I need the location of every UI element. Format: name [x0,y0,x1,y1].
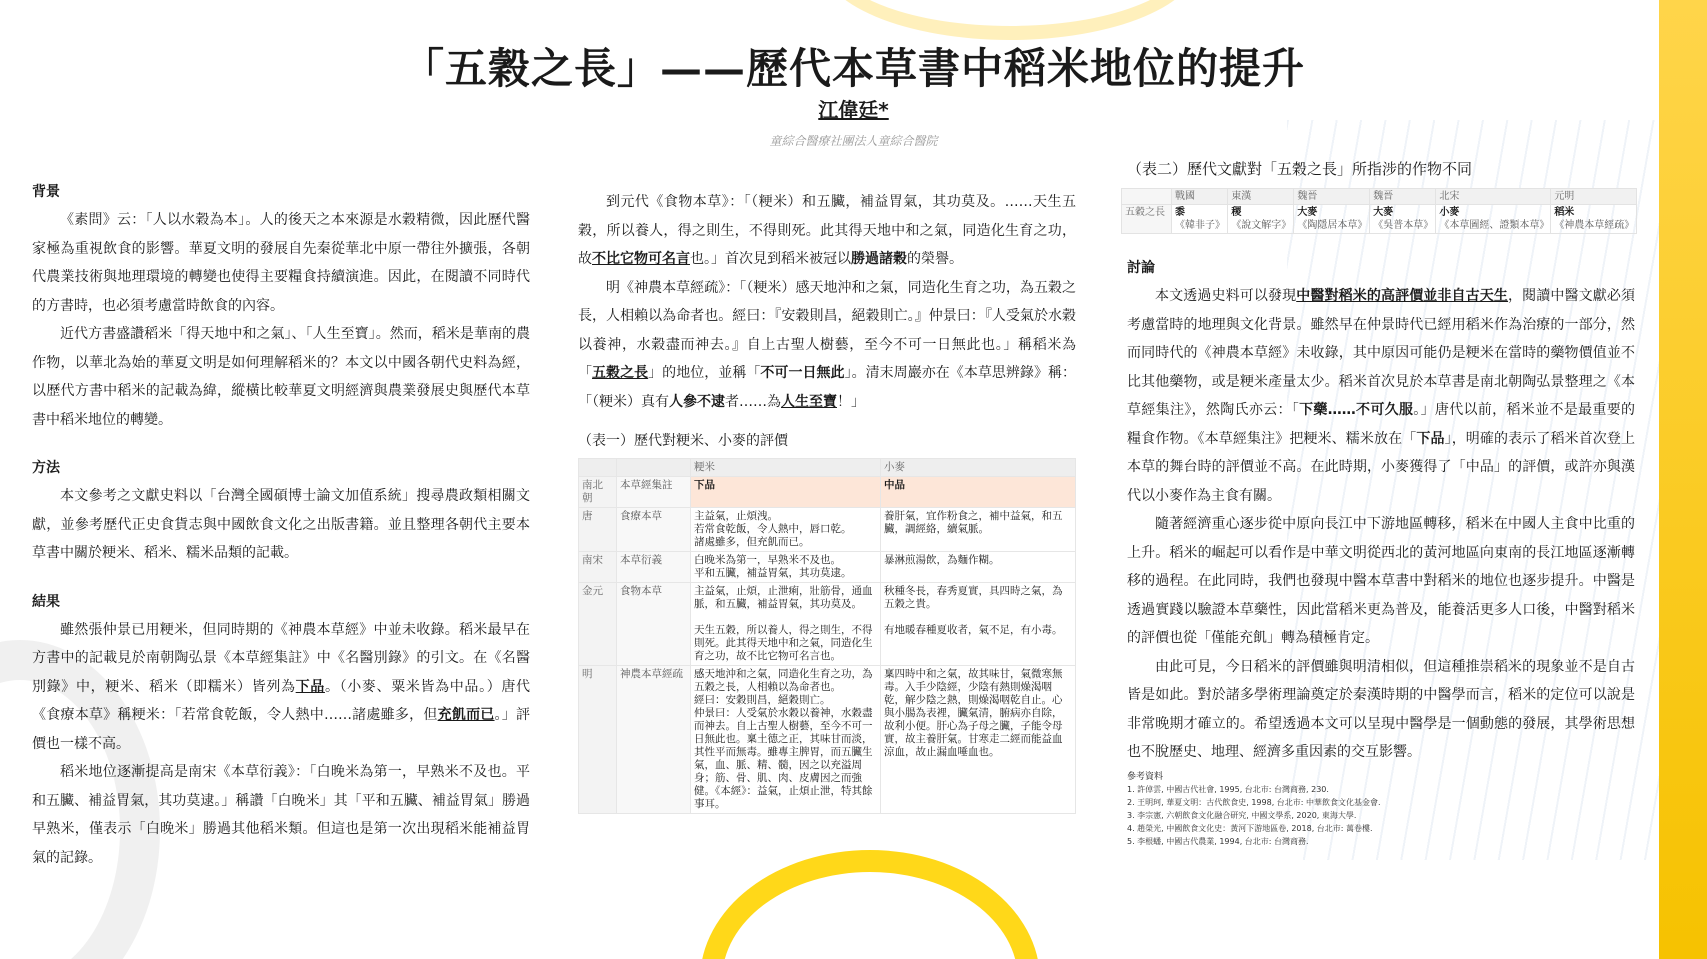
table2-caption: （表二）歷代文獻對「五穀之長」所指涉的作物不同 [1127,160,1473,178]
table1-book-cell: 本草經集註 [617,477,691,508]
table2-era-header: 魏晉 [1294,189,1370,205]
method-paragraph: 本文參考之文獻史料以「台灣全國碩博士論文加值系統」搜尋農政類相關文獻，並參考歷代正史食貨志與中國飲食文化之出版書籍。並且整理各朝代主要本草書中關於粳米、稻米、糯米品類的記載。 [32,488,530,561]
table1-dynasty-cell: 明 [579,666,617,814]
table1-header-cell [617,459,691,477]
reference-item: 3. 李宗憲, 六朝飲食文化融合研究, 中國文學系, 2020, 東海大學. [1127,810,1357,820]
background-paragraph-1: 《素問》云：「人以水穀為本」。人的後天之本來源是水穀精微，因此歷代醫家極為重視飲食的影響。華夏文明的發展自先秦從華北中原一帶往外擴張，各朝代農業技術與地理環境的轉變也使得主要糧食持續演進。因此，在閱讀不同時代的方書時，也必須考慮當時飲食的內容。 [32,212,530,314]
table1-wheat-cell: 養肝氣，宜作粉食之，補中益氣，和五臟，調經絡，續氣脈。 [881,508,1076,552]
table2-header-row [1122,189,1637,205]
background-paragraph-2: 近代方書盛讚稻米「得天地中和之氣」、「人生至寶」。然而，稻米是華南的農作物，以華北為始的華夏文明是如何理解稻米的？本文以中國各朝代史料為經，以歷代方書中稻米的記載為緯，縱橫比較華夏文明經濟與農業發展史與歷代本草書中稻米地位的轉變。 [32,326,530,428]
reference-item: 4. 趙榮光, 中國飲食文化史：黃河下游地區卷, 2018, 台北市: 萬卷樓. [1127,823,1373,833]
table1-rice-cell: 感天地沖和之氣，同造化生育之功，為五穀之長，人相賴以為命者也。 經曰：安穀則昌，絕穀則亡。 仲景曰：人受氣於水穀以養神，水穀盡而神去。自上古聖人樹藝，至今不可一日無此也。稟土德之正，其味甘而淡，其性平而無毒。雖專主脾胃，而五臟生氣，血、脈、精、髓，因之以充溢周身；筋、骨、肌、肉、皮膚因之而強健。《本經》：益氣，止煩止泄，特其餘事耳。 [691,666,881,814]
table1-rice-cell: 主益氣，止煩，止泄痢，壯筋骨，通血脈，和五臟，補益胃氣，其功莫及。 天生五穀，所以養人，得之則生，不得則死。此其得天地中和之氣，同造化生育之功，故不比它物可名言也。 [691,583,881,666]
table1-book-cell: 食物本草 [617,583,691,666]
result-paragraph-2: 稻米地位逐漸提高是南宋《本草衍義》：「白晚米為第一，早熟米不及也。平和五臟、補益胃氣，其功莫逮。」稱讚「白晚米」其「平和五臟、補益胃氣」勝過早熟米，僅表示「白晚米」勝過其他稻米類。但這也是第一次出現稻米能補益胃氣的記錄。 [32,764,530,866]
table1-header-row [579,459,1076,477]
table1-header-cell: 粳米 [691,459,881,477]
table2-crop-cell [1436,205,1551,234]
table2-corner-cell [1122,189,1172,205]
column-middle [578,188,1076,814]
table2-era-header: 北宋 [1436,189,1551,205]
table2-source-text: 《說文解字》 [1231,220,1292,231]
reference-item: 5. 李根蟠, 中國古代農業, 1994, 台北市: 台灣商務. [1127,836,1309,846]
discussion-paragraph-1: 本文透過史料可以發現中醫對稻米的高評價並非自古天生，閱讀中醫文獻必須考慮當時的地理與文化背景。雖然早在仲景時代已經用稻米作為治療的一部分，然而同時代的《神農本草經》未收錄，其中原因可能仍是粳米在當時的藥物價值並不比其他藥物，或是粳米產量太少。稻米首次見於本草書是南北朝陶弘景整理之《本草經集注》，然陶氏亦云：「下藥……不可久服。」唐代以前，稻米並不是最重要的糧食作物。《本草經集注》把粳米、糯米放在「下品」，明確的表示了稻米首次登上本草的舞台時的評價並不高。在此時期，小麥獲得了「中品」的評價，或許亦與漢代以小麥作為主食有關。 [1127,288,1636,504]
reference-item: 2. 王明珂, 華夏文明：古代飲食史, 1998, 台北市: 中華飲食文化基金會. [1127,797,1381,807]
table2-grain-chief-crops [1121,188,1637,234]
table1-row [579,666,1076,814]
table2-data-row [1122,205,1637,234]
column-right [1127,158,1635,848]
table2-crop-cell [1370,205,1436,234]
result-heading: 結果 [32,593,60,610]
references-list [1127,783,1635,848]
table1-row [579,508,1076,552]
discussion-heading: 討論 [1127,260,1155,276]
table2-crop-name: 稷 [1231,207,1242,218]
table1-book-cell: 本草衍義 [617,552,691,583]
table1-row [579,552,1076,583]
table1-wheat-cell: 秋種冬長，春秀夏實，具四時之氣，為五穀之貴。 有地暖春種夏收者，氣不足，有小毒。 [881,583,1076,666]
table1-caption: （表一）歷代對粳米、小麥的評價 [578,433,788,449]
bottom-ring-decoration [700,850,1040,959]
background-heading: 背景 [32,184,60,200]
table2-crop-name: 稻米 [1554,207,1575,218]
table2-crop-cell [1551,205,1637,234]
table1-dynasty-cell: 南北朝 [579,477,617,508]
discussion-paragraph-3: 由此可見，今日稻米的評價雖與明清相似，但這種推崇稻米的現象並不是自古皆是如此。對於諸多學術理論奠定於秦漢時期的中醫學而言，稻米的定位可以說是非常晚期才確立的。希望透過本文可以呈現中醫學是一個動態的發展，其學術思想也不脫歷史、地理、經濟多重因素的交互影響。 [1127,658,1635,760]
table1-rice-cell: 白晚米為第一，早熟米不及也。 平和五臟，補益胃氣，其功莫逮。 [691,552,881,583]
table2-era-header: 東漢 [1228,189,1294,205]
author-name: 江偉廷* [818,98,889,122]
table1-wheat-cell: 稟四時中和之氣，故其味甘，氣微寒無毒。入手少陰經，少陰有熱則燥渴咽乾，解少陰之熱，則燥渴咽乾自止。心與小腸為表裡，臟氣清，腑病亦自除，故利小便。肝心為子母之臟，子能令母實，故主養肝氣。甘寒走二經而能益血涼血，故止漏血唾血也。 [881,666,1076,814]
table2-crop-cell [1228,205,1294,234]
result-paragraph-1: 雖然張仲景已用粳米，但同時期的《神農本草經》中並未收錄。稻米最早在方書中的記載見於南朝陶弘景《本草經集註》中《名醫別錄》的引文。在《名醫別錄》中，粳米、稻米（即糯米）皆列為下品。（小麥、粟米皆為中品。）唐代《食療本草》稱粳米：「若常食乾飯，令人熱中……諸處雖多，但充飢而已。」評價也一樣不高。 [32,621,531,752]
reference-item: 1. 許倬雲, 中國古代社會, 1995, 台北市: 台灣商務, 230. [1127,784,1329,794]
table1-rice-cell: 主益氣，止煩洩。 若常食乾飯，令人熱中，唇口乾。 諸處雖多，但充飢而已。 [691,508,881,552]
method-heading: 方法 [32,460,60,476]
table1-book-cell: 神農本草經疏 [617,666,691,814]
table1-row [579,583,1076,666]
table1-wheat-cell: 暴淋煎湯飲，為麵作糊。 [881,552,1076,583]
middle-paragraph-1: 到元代《食物本草》：「（粳米）和五臟，補益胃氣，其功莫及。……天生五穀，所以養人，得之則生，不得則死。此其得天地中和之氣，同造化生育之功，故不比它物可名言也。」首次見到稻米被冠以勝過諸穀的榮譽。 [578,194,1076,267]
table2-source-text: 《吳普本草》 [1373,220,1434,231]
table2-crop-name: 大麥 [1373,207,1394,218]
table2-source-text: 《陶隱居本草》 [1297,220,1368,231]
table1-row [579,477,1076,508]
poster-title: 「五穀之長」——歷代本草書中稻米地位的提升 [401,44,1305,93]
table1-header-cell: 小麥 [881,459,1076,477]
table2-crop-name: 黍 [1175,207,1185,218]
table1-wheat-cell: 中品 [881,477,1076,508]
table1-dynasty-cell: 唐 [579,508,617,552]
table2-source-text: 《神農本草經疏》 [1554,220,1635,231]
table2-era-header: 戰國 [1172,189,1228,205]
table2-source-text: 《韓非子》 [1175,220,1225,231]
table2-crop-name: 大麥 [1297,207,1318,218]
discussion-paragraph-2: 隨著經濟重心逐步從中原向長江中下游地區轉移，稻米在中國人主食中比重的上升。稻米的崛起可以看作是中華文明從西北的黃河地區向東南的長江地區逐漸轉移的過程。在此同時，我們也發現中醫本草書中對稻米的地位也逐步提升。中醫是透過實踐以驗證本草藥性，因此當稻米更為普及，能養活更多人口後，中醫對稻米的評價也從「僅能充飢」轉為積極肯定。 [1127,516,1635,646]
table1-rice-wheat-evaluation [578,458,1076,814]
author-affiliation: 童綜合醫療社團法人童綜合醫院 [769,134,938,148]
column-left [32,178,530,872]
references-heading: 參考資料 [1127,771,1164,782]
table1-dynasty-cell: 南宋 [579,552,617,583]
table2-crop-cell [1172,205,1228,234]
table1-dynasty-cell: 金元 [579,583,617,666]
table1-rice-cell: 下品 [691,477,881,508]
table2-source-text: 《本草圖經、證類本草》 [1439,220,1550,231]
table1-book-cell: 食療本草 [617,508,691,552]
table1-header-cell [579,459,617,477]
table2-era-header: 元明 [1551,189,1637,205]
table2-era-header: 魏晉 [1370,189,1436,205]
table2-crop-name: 小麥 [1439,207,1460,218]
top-arc-decoration [820,0,1200,40]
table2-crop-cell [1294,205,1370,234]
table2-row-header: 五穀之長 [1122,205,1172,234]
middle-paragraph-2: 明《神農本草經疏》：「（粳米）感天地沖和之氣，同造化生育之功，為五穀之長，人相賴以為命者也。經曰：『安穀則昌，絕穀則亡。』仲景曰：『人受氣於水穀以養神，水穀盡而神去。』自上古聖人樹藝，至今不可一日無此也。」稱稻米為「五穀之長」的地位，並稱「不可一日無此」。清末周巖亦在《本草思辨錄》稱：「（粳米）真有人參不逮者……為人生至寶！」 [578,279,1077,410]
